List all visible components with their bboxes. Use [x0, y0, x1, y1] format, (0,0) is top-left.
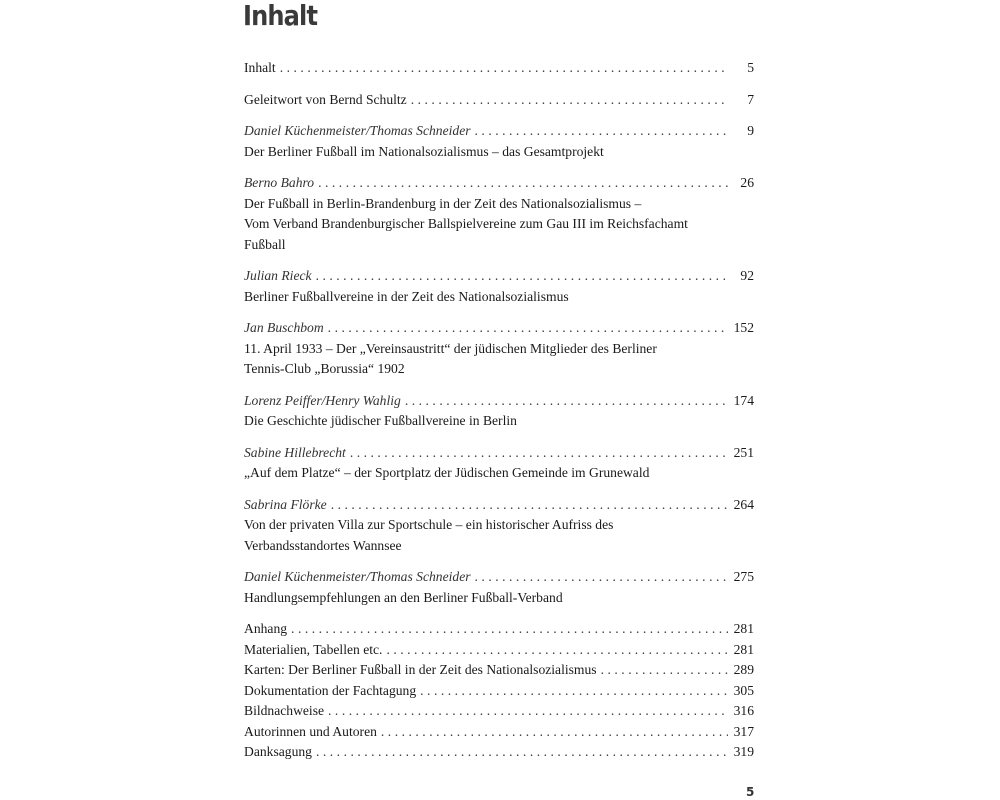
toc-article-title: Von der privaten Villa zur Sportschule – ein historischer Aufriss des — [244, 517, 614, 532]
dot-leader — [316, 266, 728, 287]
toc-page-number: 9 — [747, 123, 754, 138]
toc-entry-row[interactable] — [244, 391, 754, 412]
toc-page-number: 281 — [733, 621, 754, 636]
appendix-item[interactable] — [244, 681, 754, 702]
toc-article-title: Der Fußball in Berlin-Brandenburg in der Zeit des Nationalsozialismus – — [244, 195, 642, 211]
toc-label: Danksagung — [244, 744, 312, 759]
appendix-item[interactable] — [244, 742, 754, 763]
dot-leader — [328, 701, 728, 722]
toc-entry — [244, 121, 754, 162]
toc-page-number: 152 — [733, 320, 754, 335]
dot-leader — [280, 58, 728, 79]
toc-page-number: 26 — [740, 175, 754, 190]
toc-entry-row[interactable] — [244, 443, 754, 464]
toc-entry — [244, 391, 754, 432]
dot-leader — [411, 90, 728, 111]
toc-page-number: 275 — [733, 569, 754, 584]
dot-leader — [381, 722, 728, 743]
toc-entry — [244, 567, 754, 608]
toc-entry-row[interactable] — [244, 173, 754, 194]
toc-page-number: 281 — [733, 641, 754, 657]
toc-label: Anhang — [244, 621, 288, 636]
toc-author: Sabine Hillebrecht — [244, 444, 346, 460]
toc-entry-row[interactable] — [244, 567, 754, 588]
toc-article-title: Tennis-Club „Borussia“ 1902 — [244, 361, 405, 376]
dot-leader — [475, 121, 728, 142]
toc-author: Lorenz Peiffer/Henry Wahlig — [244, 392, 401, 408]
toc-label: Materialien, Tabellen etc. — [244, 641, 383, 657]
table-of-contents — [244, 58, 754, 763]
appendix-item[interactable] — [244, 722, 754, 743]
toc-label: Bildnachweise — [244, 703, 325, 718]
dot-leader — [601, 660, 728, 681]
appendix-item[interactable] — [244, 701, 754, 722]
toc-entry — [244, 318, 754, 380]
dot-leader — [405, 391, 728, 412]
toc-page-number: 289 — [733, 662, 754, 677]
toc-page-number: 92 — [740, 268, 754, 283]
toc-article-title: Vom Verband Brandenburgischer Ballspielvereine zum Gau III im Reichsfachamt — [244, 216, 688, 231]
toc-article-title: 11. April 1933 – Der „Vereinsaustritt“ der jüdischen Mitglieder des Berliner — [244, 340, 657, 356]
page-title: Inhalt — [243, 0, 318, 32]
dot-leader — [420, 681, 728, 702]
toc-entry-row[interactable] — [244, 90, 754, 111]
appendix-section — [244, 619, 754, 763]
toc-page-number: 305 — [733, 682, 754, 698]
appendix-item[interactable] — [244, 619, 754, 640]
toc-page-number: 251 — [733, 444, 754, 460]
dot-leader — [291, 619, 728, 640]
toc-entry — [244, 495, 754, 557]
toc-page-number: 319 — [733, 744, 754, 759]
toc-label: Autorinnen und Autoren — [244, 723, 377, 739]
page-number: 5 — [746, 785, 755, 799]
toc-article-title: Verbandsstandortes Wannsee — [244, 537, 402, 553]
dot-leader — [318, 173, 728, 194]
appendix-item[interactable] — [244, 640, 754, 661]
appendix-item[interactable] — [244, 660, 754, 681]
toc-entry — [244, 443, 754, 484]
toc-entry-row[interactable] — [244, 58, 754, 79]
toc-article-title: Die Geschichte jüdischer Fußballvereine in Berlin — [244, 413, 517, 428]
toc-entry-row[interactable] — [244, 318, 754, 339]
toc-page-number: 317 — [733, 723, 754, 739]
toc-author: Berno Bahro — [244, 175, 315, 190]
toc-page-number: 316 — [733, 703, 754, 718]
dot-leader — [386, 640, 728, 661]
toc-entry — [244, 90, 754, 111]
toc-page-number: 264 — [733, 496, 754, 512]
toc-author: Daniel Küchenmeister/Thomas Schneider — [244, 569, 471, 584]
toc-label: Geleitwort von Bernd Schultz — [244, 91, 407, 107]
toc-page-number: 7 — [747, 91, 754, 107]
toc-author: Daniel Küchenmeister/Thomas Schneider — [244, 123, 471, 138]
toc-entry — [244, 173, 754, 255]
toc-entry — [244, 266, 754, 307]
toc-label: Inhalt — [244, 60, 276, 75]
dot-leader — [350, 443, 728, 464]
toc-article-title: Handlungsempfehlungen an den Berliner Fußball-Verband — [244, 589, 563, 605]
toc-author: Jan Buschbom — [244, 320, 324, 335]
toc-article-title: Berliner Fußballvereine in der Zeit des Nationalsozialismus — [244, 288, 569, 304]
dot-leader — [328, 318, 728, 339]
toc-label: Karten: Der Berliner Fußball in der Zeit des Nationalsozialismus — [244, 662, 597, 677]
toc-article-title: Fußball — [244, 236, 286, 252]
toc-label: Dokumentation der Fachtagung — [244, 682, 417, 698]
toc-entry-row[interactable] — [244, 121, 754, 142]
toc-entry — [244, 58, 754, 79]
dot-leader — [475, 567, 728, 588]
dot-leader — [331, 495, 728, 516]
toc-author: Sabrina Flörke — [244, 496, 327, 512]
toc-entry-row[interactable] — [244, 266, 754, 287]
toc-author: Julian Rieck — [244, 268, 312, 283]
toc-page-number: 174 — [733, 392, 754, 408]
toc-entry-row[interactable] — [244, 495, 754, 516]
toc-article-title: Der Berliner Fußball im Nationalsozialismus – das Gesamtprojekt — [244, 143, 604, 159]
toc-article-title: „Auf dem Platze“ – der Sportplatz der Jüdischen Gemeinde im Grunewald — [244, 465, 650, 480]
toc-page-number: 5 — [747, 60, 754, 75]
dot-leader — [316, 742, 728, 763]
